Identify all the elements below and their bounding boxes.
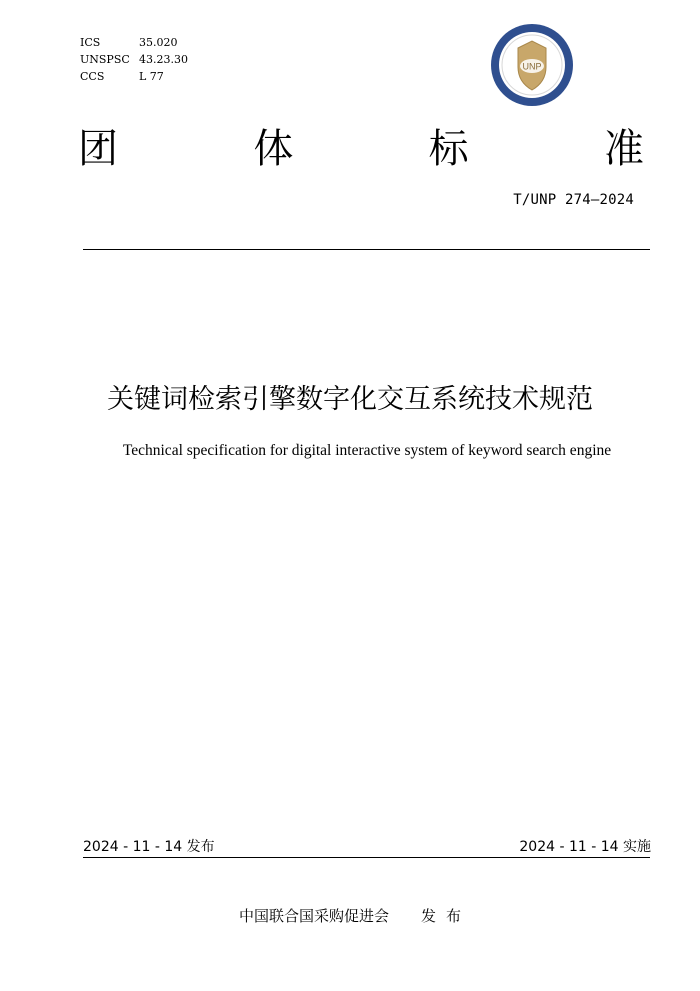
publish-date: 2024 - 11 - 14 发布 (83, 839, 215, 855)
code-key: CCS (80, 70, 105, 83)
classification-codes (80, 34, 188, 85)
implement-date: 2024 - 11 - 14 实施 (519, 839, 651, 855)
standard-number: T/UNP 274—2024 (513, 192, 634, 208)
heading-char: 标 (428, 126, 469, 172)
code-value: L 77 (139, 70, 164, 83)
publisher (239, 905, 471, 926)
code-row-ics (80, 34, 188, 51)
publisher-name: 中国联合国采购促进会 (239, 907, 390, 925)
title-chinese: 关键词检索引擎数字化交互系统技术规范 (107, 384, 593, 415)
code-key: UNSPSC (80, 53, 130, 66)
code-row-ccs (80, 68, 188, 85)
header-divider (83, 249, 650, 250)
heading-char: 体 (253, 126, 294, 172)
heading-char: 准 (603, 126, 644, 172)
footer-divider (83, 857, 650, 858)
code-key: ICS (80, 36, 101, 49)
code-value: 35.020 (139, 36, 178, 49)
unp-logo (489, 22, 575, 108)
publisher-suffix: 发布 (421, 907, 472, 925)
logo-text: UNP (522, 61, 542, 72)
code-row-unspsc (80, 51, 188, 68)
heading-char: 团 (78, 126, 118, 172)
code-value: 43.23.30 (139, 53, 188, 66)
title-english: Technical specification for digital interactive system of keyword search engine (122, 442, 612, 459)
document-category-heading (78, 122, 644, 176)
